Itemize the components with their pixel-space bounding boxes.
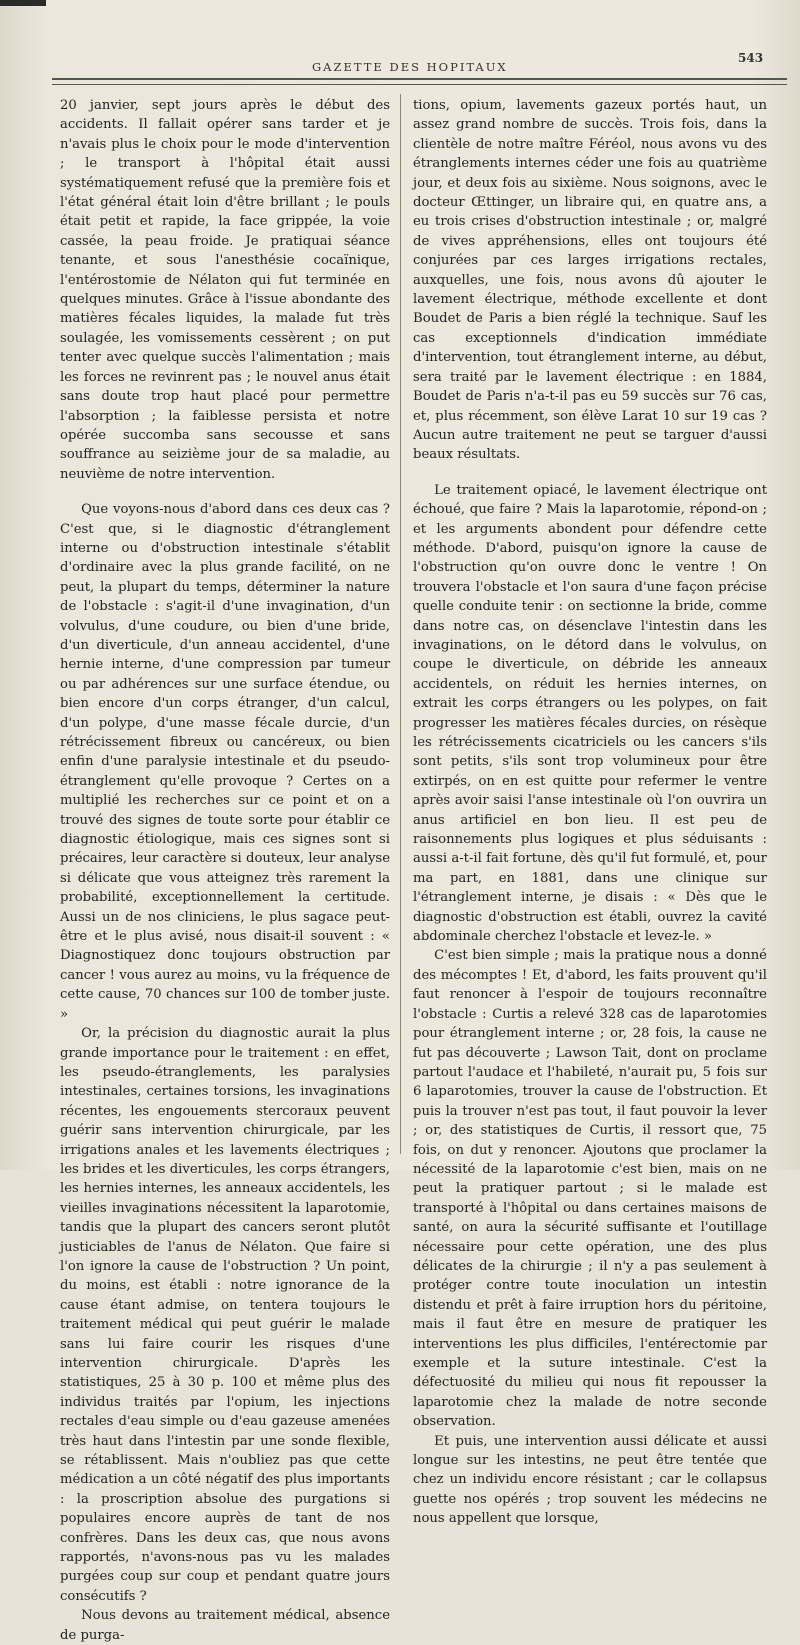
paragraph: 20 janvier, sept jours après le début des accidents. Il fallait opérer sans tarder et je n'avais plus le choix pour le mode d'intervention ; le transport à l'hôpital était aussi systématiquement refusé que la première fois et l'état général était loin d'être brillant ; le pouls était petit et rapide, la face grippée, la voie cassée, la peau froide. Je pratiquai séance tenante, et sous l'anesthésie cocaïnique, l'entérostomie de Nélaton qui fut terminée en quelques minutes. Grâce à l'issue abondante des matières fécales liquides, la malade fut très soulagée, les vomissements cessèrent ; on put tenter avec quelque succès l'alimentation ; mais les forces ne revinrent pas ; le nouvel anus était sans doute trop haut placé pour permettre l'absorption ; la faiblesse persista et notre opérée succomba sans secousse et sans souffrance au seizième jour de sa maladie, au neuvième de notre intervention. bbox=[60, 98, 390, 482]
left-column bbox=[60, 96, 390, 1645]
paragraph: Et puis, une intervention aussi délicate et aussi longue sur les intestins, ne peut être tentée que chez un individu encore résistant ; car le collapsus guette nos opérés ; trop souvent les médecins ne nous appellent que lorsque, bbox=[413, 1433, 767, 1527]
page-number: 543 bbox=[738, 51, 764, 65]
paragraph: tions, opium, lavements gazeux portés haut, un assez grand nombre de succès. Trois fois, dans la clientèle de notre maître Féréol, nous avons vu des étranglements internes céder une fois au quatrième jour, et deux fois au sixième. Nous soignons, avec le docteur Œttinger, un libraire qui, en quatre ans, a eu trois crises d'obstruction intestinale ; or, malgré de vives appréhensions, elles ont toujours été conjurées par ces larges irrigations rectales, auxquelles, une fois, nous avons dû ajouter le lavement électrique, méthode excellente et dont Boudet de Paris a bien réglé la technique. Sauf les cas exceptionnels d'indication immédiate d'intervention, tout étranglement interne, au début, sera traité par le lavement électrique : en 1884, Boudet de Paris n'a-t-il pas eu 59 succès sur 76 cas, et, plus récemment, son élève Larat 10 sur 19 cas ? Aucun autre traitement ne peut se targuer d'aussi beaux résultats. bbox=[413, 98, 767, 463]
paragraph: Que voyons-nous d'abord dans ces deux cas ? C'est que, si le diagnostic d'étranglement interne ou d'obstruction intestinale s'établit d'ordinaire avec la plus grande facilité, on ne peut, la plupart du temps, déterminer la nature de l'obstacle : s'agit-il d'une invagination, d'un volvulus, d'une coudure, ou bien d'une bride, d'un diverticule, d'un anneau accidentel, d'une hernie interne, d'une compression par tumeur ou par adhérences sur une surface étendue, ou bien encore d'un corps étranger, d'un calcul, d'un polype, d'une masse fécale durcie, d'un rétrécissement fibreux ou cancéreux, ou bien enfin d'une paralysie intestinale et du pseudo-étranglement qu'elle provoque ? Certes on a multiplié les recherches sur ce point et on a trouvé des signes de toute sorte pour établir ce diagnostic étiologique, mais ces signes sont si précaires, leur caractère si douteux, leur analyse si délicate que vous atteignez très rarement la probabilité, exceptionnellement la certitude. Aussi un de nos cliniciens, le plus sagace peut-être et le plus avisé, nous disait-il souvent : « Diagnostiquez donc toujours obstruction par cancer ! vous aurez au moins, vu la fréquence de cette cause, 70 chances sur 100 de tomber juste. » bbox=[60, 502, 390, 1022]
scan-corner-mark bbox=[0, 0, 46, 6]
right-column bbox=[413, 96, 767, 1529]
column-divider bbox=[400, 94, 401, 1154]
header-rule-thick bbox=[52, 78, 787, 80]
header-rule-thin bbox=[52, 84, 787, 85]
paragraph: C'est bien simple ; mais la pratique nous a donné des mécomptes ! Et, d'abord, les faits prouvent qu'il faut renoncer à l'espoir de toujours reconnaître l'obstacle : Curtis a relevé 328 cas de laparotomies pour étranglement interne ; or, 28 fois, la cause ne fut pas découverte ; Lawson Tait, dont on proclame partout l'audace et l'habileté, n'aurait pu, 5 fois sur 6 laparotomies, trouver la cause de l'obstruction. Et puis la trouver n'est pas tout, il faut pouvoir la lever ; or, des statistiques de Curtis, il ressort que, 75 fois, on dut y renoncer. Ajoutons que proclamer la nécessité de la laparotomie c'est bien, mais on ne peut la pratiquer partout ; si le malade est transporté à l'hôpital ou dans certaines maisons de santé, on aura la sécurité suffisante et l'outillage nécessaire pour cette opération, une des plus délicates de la chirurgie ; il n'y a pas seulement à protéger contre toute inoculation un intestin distendu et prêt à faire irruption hors du péritoine, mais il faut être en mesure de pratiquer les interventions les plus difficiles, l'entérectomie par exemple et la suture intestinale. C'est la défectuosité du milieu qui nous fit repousser la laparotomie chez la malade de notre seconde observation. bbox=[413, 948, 767, 1430]
running-header: GAZETTE DES HOPITAUX bbox=[312, 60, 508, 74]
paragraph: Nous devons au traitement médical, absence de purga- bbox=[60, 1608, 390, 1643]
paragraph: Or, la précision du diagnostic aurait la plus grande importance pour le traitement : en effet, les pseudo-étranglements, les paralysies intestinales, certaines torsions, les invaginations récentes, les engouements stercoraux peuvent guérir sans intervention chirurgicale, par les irrigations anales et les lavements électriques ; les brides et les diverticules, les corps étrangers, les hernies internes, les anneaux accidentels, les vieilles invaginations nécessitent la laparotomie, tandis que la plupart des cancers seront plutôt justiciables de l'anus de Nélaton. Que faire si l'on ignore la cause de l'obstruction ? Un point, du moins, est établi : notre ignorance de la cause étant admise, on tentera toujours le traitement médical qui peut guérir le malade sans lui faire courir les risques d'une intervention chirurgicale. D'après les statistiques, 25 à 30 p. 100 et même plus des individus traités par l'opium, les injections rectales d'eau simple ou d'eau gazeuse amenées très haut dans l'intestin par une sonde flexible, se rétablissent. Mais n'oubliez pas que cette médication a un côté négatif des plus importants : la proscription absolue des purgations si populaires encore auprès de tant de nos confrères. Dans les deux cas, que nous avons rapportés, n'avons-nous pas vu les malades purgées coup sur coup et pendant quatre jours consécutifs ? bbox=[60, 1026, 390, 1604]
paragraph: Le traitement opiacé, le lavement électrique ont échoué, que faire ? Mais la laparotomie, répond-on ; et les arguments abondent pour défendre cette méthode. D'abord, puisqu'on ignore la cause de l'obstruction qu'on ouvre donc le ventre ! On trouvera l'obstacle et l'on saura d'une façon précise quelle conduite tenir : on sectionne la bride, comme dans notre cas, on désenclave l'intestin dans les invaginations, on le détord dans le volvulus, on coupe le diverticule, on débride les anneaux accidentels, on réduit les hernies internes, on extrait les corps étrangers ou les polypes, on fait progresser les matières fécales durcies, on résèque les rétrécissements cicatriciels ou les cancers s'ils sont petits, s'ils sont trop volumineux pour être extirpés, on en est quitte pour refermer le ventre après avoir saisi l'anse intestinale où l'on ouvrira un anus artificiel en bon lieu. Il est peu de raisonnements plus logiques et plus séduisants : aussi a-t-il fait fortune, dès qu'il fut formulé, et, pour ma part, en 1881, dans une clinique sur l'étranglement interne, je disais : « Dès que le diagnostic d'obstruction est établi, ouvrez la cavité abdominale cherchez l'obstacle et levez-le. » bbox=[413, 482, 767, 945]
